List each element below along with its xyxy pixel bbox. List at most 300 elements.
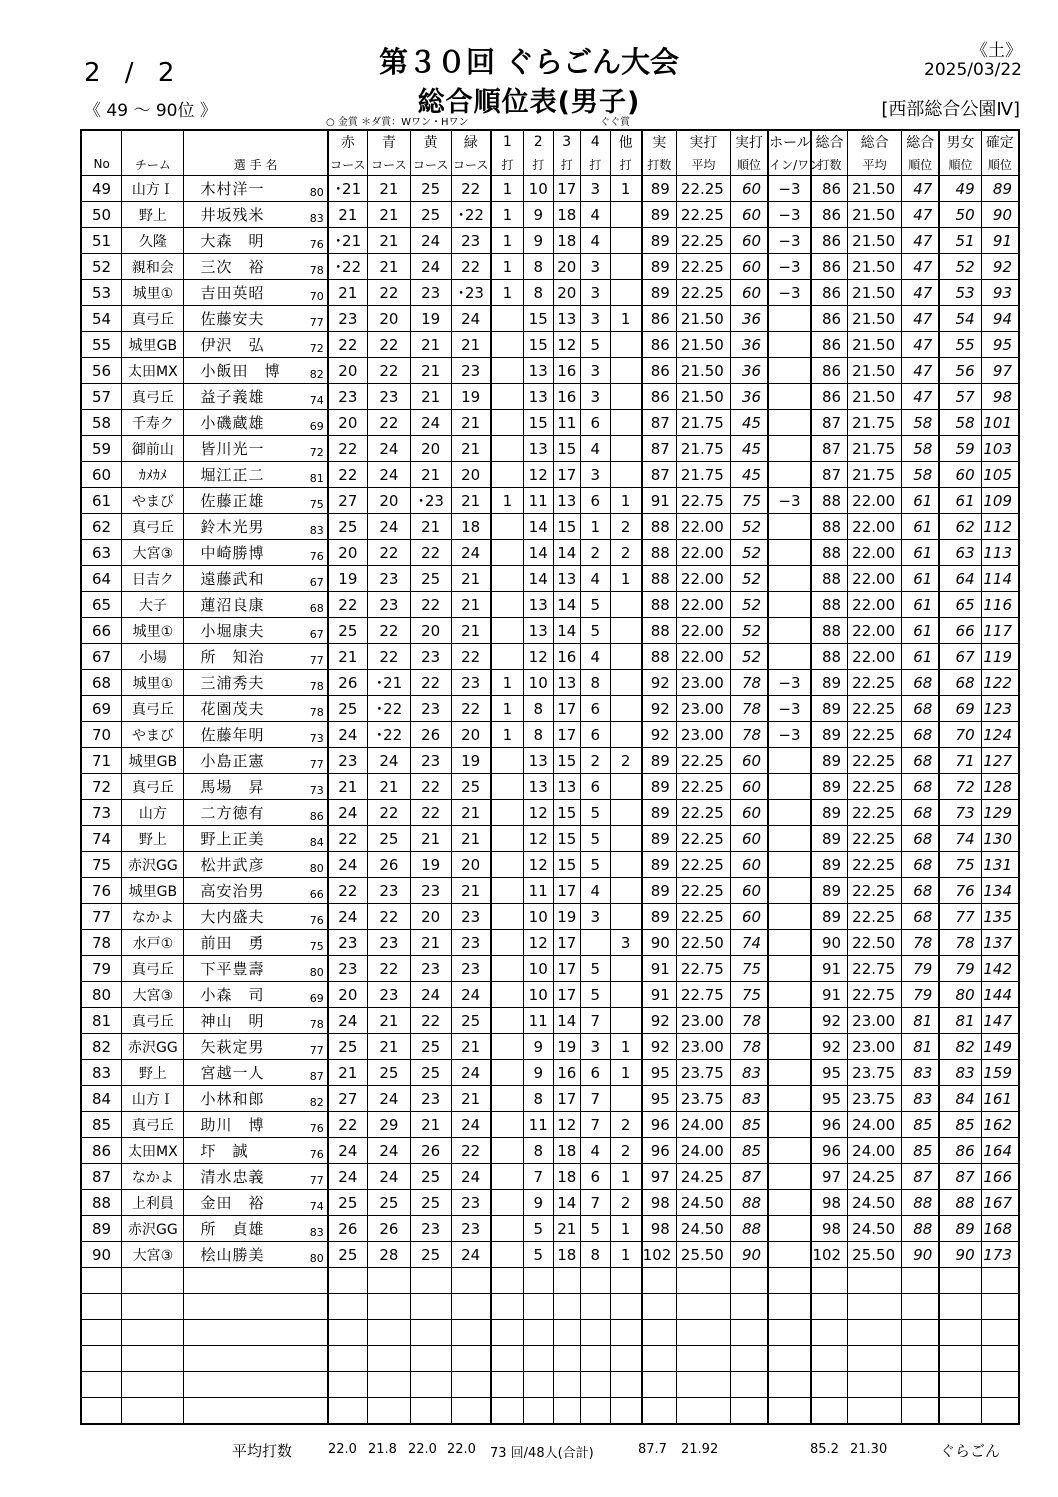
cell-red: 23: [328, 930, 368, 956]
cell-no: 70: [81, 722, 122, 748]
cell-s3: 17: [553, 696, 581, 722]
table-row: [81, 826, 1019, 852]
cell-gender-rank: 84: [939, 1086, 981, 1112]
cell-s4: 6: [581, 774, 611, 800]
cell-trank: 61: [902, 644, 940, 670]
cell-other: 1: [610, 1060, 642, 1086]
col-header-trank-bottom: 順位: [902, 153, 940, 176]
table-row: [81, 1164, 1019, 1190]
cell-green: 24: [451, 1164, 491, 1190]
cell-trank: 47: [902, 358, 940, 384]
empty-cell: [902, 1398, 940, 1425]
cell-final-rank: 90: [981, 202, 1019, 228]
cell-green: 19: [451, 748, 491, 774]
player-age: 74: [309, 394, 324, 407]
empty-cell: [184, 1346, 328, 1372]
cell-no: 76: [81, 878, 122, 904]
col-header-yellow-top: 黄: [410, 130, 451, 153]
cell-team: 真弓丘: [122, 956, 184, 982]
cell-total: 89: [811, 670, 848, 696]
cell-s2: 12: [523, 826, 553, 852]
cell-trank: 47: [902, 254, 940, 280]
empty-cell: [122, 1268, 184, 1294]
cell-final-rank: 147: [981, 1008, 1019, 1034]
cell-no: 56: [81, 358, 122, 384]
empty-row: [81, 1346, 1019, 1372]
header-row-bottom: [81, 153, 1019, 176]
cell-final-rank: 142: [981, 956, 1019, 982]
cell-green: 21: [451, 592, 491, 618]
cell-final-rank: 149: [981, 1034, 1019, 1060]
cell-strokes: 98: [642, 1190, 677, 1216]
player-age: 77: [309, 758, 324, 771]
cell-gender-rank: 90: [939, 1242, 981, 1268]
empty-cell: [610, 1320, 642, 1346]
cell-yellow: 24: [410, 982, 451, 1008]
player-age: 80: [309, 1252, 324, 1265]
cell-s2: 13: [523, 384, 553, 410]
table-row: [81, 384, 1019, 410]
cell-final-rank: 89: [981, 176, 1019, 202]
cell-red: 20: [328, 410, 368, 436]
cell-s4: 4: [581, 644, 611, 670]
table-row: [81, 670, 1019, 696]
cell-no: 68: [81, 670, 122, 696]
cell-tavg: 21.50: [848, 176, 902, 202]
cell-player: [184, 1164, 328, 1190]
cell-gender-rank: 55: [939, 332, 981, 358]
col-header-other-top: 他: [610, 130, 642, 153]
cell-green: 21: [451, 1034, 491, 1060]
empty-cell: [902, 1372, 940, 1398]
cell-team: 大宮③: [122, 982, 184, 1008]
cell-no: 50: [81, 202, 122, 228]
cell-gender-rank: 69: [939, 696, 981, 722]
cell-no: 49: [81, 176, 122, 202]
cell-strokes: 91: [642, 488, 677, 514]
cell-gender-rank: 52: [939, 254, 981, 280]
cell-green: 24: [451, 1060, 491, 1086]
cell-trank: 87: [902, 1164, 940, 1190]
cell-s3: 17: [553, 722, 581, 748]
cell-tavg: 22.25: [848, 904, 902, 930]
cell-player: [184, 800, 328, 826]
cell-gender-rank: 50: [939, 202, 981, 228]
cell-rank: 52: [730, 566, 768, 592]
empty-cell: [451, 1294, 491, 1320]
cell-hio: [768, 306, 811, 332]
cell-gender-rank: 86: [939, 1138, 981, 1164]
player-name: 大森 明: [200, 232, 265, 250]
cell-red: ･21: [328, 176, 368, 202]
cell-total: 91: [811, 982, 848, 1008]
cell-tavg: 22.25: [848, 826, 902, 852]
cell-other: 2: [610, 1190, 642, 1216]
cell-trank: 68: [902, 904, 940, 930]
table-row: [81, 202, 1019, 228]
cell-gender-rank: 67: [939, 644, 981, 670]
col-header-rank-bottom: 順位: [730, 153, 768, 176]
cell-avg: 22.25: [676, 280, 730, 306]
cell-strokes: 87: [642, 436, 677, 462]
cell-s3: 20: [553, 254, 581, 280]
player-age: 78: [309, 706, 324, 719]
table-row: [81, 436, 1019, 462]
cell-s4: 3: [581, 462, 611, 488]
cell-rank: 52: [730, 540, 768, 566]
empty-cell: [581, 1320, 611, 1346]
cell-s4: 3: [581, 176, 611, 202]
cell-no: 82: [81, 1034, 122, 1060]
empty-cell: [939, 1372, 981, 1398]
cell-gender-rank: 81: [939, 1008, 981, 1034]
cell-blue: 22: [367, 800, 410, 826]
empty-cell: [81, 1372, 122, 1398]
empty-cell: [642, 1346, 677, 1372]
empty-cell: [523, 1268, 553, 1294]
cell-total: 88: [811, 488, 848, 514]
cell-red: 24: [328, 722, 368, 748]
cell-s1: [491, 514, 524, 540]
cell-other: 1: [610, 1242, 642, 1268]
cell-blue: 24: [367, 1138, 410, 1164]
cell-hio: −3: [768, 254, 811, 280]
empty-cell: [81, 1268, 122, 1294]
cell-strokes: 88: [642, 618, 677, 644]
cell-other: [610, 1008, 642, 1034]
cell-s3: 15: [553, 852, 581, 878]
cell-player: [184, 228, 328, 254]
cell-blue: 23: [367, 566, 410, 592]
empty-cell: [410, 1346, 451, 1372]
cell-no: 63: [81, 540, 122, 566]
cell-red: 24: [328, 904, 368, 930]
player-age: 83: [309, 1226, 324, 1239]
table-row: [81, 540, 1019, 566]
player-age: 78: [309, 264, 324, 277]
player-age: 72: [309, 446, 324, 459]
cell-s1: [491, 384, 524, 410]
table-row: [81, 1060, 1019, 1086]
cell-other: [610, 280, 642, 306]
cell-team: 親和会: [122, 254, 184, 280]
cell-hio: −3: [768, 722, 811, 748]
cell-s2: 12: [523, 644, 553, 670]
player-age: 83: [309, 524, 324, 537]
cell-trank: 61: [902, 488, 940, 514]
empty-cell: [768, 1398, 811, 1425]
cell-avg: 22.50: [676, 930, 730, 956]
cell-total: 89: [811, 748, 848, 774]
cell-s2: 10: [523, 176, 553, 202]
cell-blue: 22: [367, 410, 410, 436]
footer-label: 平均打数: [232, 1442, 293, 1460]
empty-cell: [676, 1294, 730, 1320]
cell-gender-rank: 85: [939, 1112, 981, 1138]
cell-s3: 15: [553, 748, 581, 774]
cell-final-rank: 164: [981, 1138, 1019, 1164]
cell-green: 22: [451, 696, 491, 722]
empty-cell: [939, 1268, 981, 1294]
player-name: 清水忠義: [200, 1168, 265, 1186]
cell-team: 野上: [122, 826, 184, 852]
col-header-no-bottom: No: [81, 153, 122, 176]
cell-gender-rank: 82: [939, 1034, 981, 1060]
cell-green: 23: [451, 358, 491, 384]
cell-s2: 12: [523, 462, 553, 488]
empty-cell: [902, 1346, 940, 1372]
cell-other: [610, 644, 642, 670]
empty-cell: [553, 1398, 581, 1425]
cell-no: 60: [81, 462, 122, 488]
empty-cell: [848, 1372, 902, 1398]
table-row: [81, 982, 1019, 1008]
cell-gender-rank: 62: [939, 514, 981, 540]
cell-trank: 81: [902, 1008, 940, 1034]
cell-s3: 11: [553, 410, 581, 436]
cell-strokes: 92: [642, 1034, 677, 1060]
cell-avg: 23.00: [676, 696, 730, 722]
cell-s4: 5: [581, 618, 611, 644]
cell-team: 真弓丘: [122, 1008, 184, 1034]
player-name: 佐藤正雄: [200, 492, 265, 510]
cell-trank: 90: [902, 1242, 940, 1268]
cell-s1: 1: [491, 696, 524, 722]
cell-rank: 75: [730, 488, 768, 514]
cell-avg: 24.50: [676, 1216, 730, 1242]
cell-final-rank: 97: [981, 358, 1019, 384]
cell-team: 水戸①: [122, 930, 184, 956]
cell-green: 20: [451, 852, 491, 878]
cell-no: 88: [81, 1190, 122, 1216]
cell-other: 3: [610, 930, 642, 956]
cell-hio: [768, 774, 811, 800]
cell-other: [610, 826, 642, 852]
cell-final-rank: 127: [981, 748, 1019, 774]
cell-s1: 1: [491, 228, 524, 254]
cell-strokes: 102: [642, 1242, 677, 1268]
cell-strokes: 88: [642, 566, 677, 592]
cell-s4: 3: [581, 904, 611, 930]
cell-tavg: 21.75: [848, 436, 902, 462]
cell-s4: 3: [581, 384, 611, 410]
cell-s3: 13: [553, 774, 581, 800]
cell-other: 1: [610, 1164, 642, 1190]
table-row: [81, 488, 1019, 514]
cell-gender-rank: 77: [939, 904, 981, 930]
cell-red: 22: [328, 826, 368, 852]
empty-cell: [642, 1268, 677, 1294]
cell-no: 75: [81, 852, 122, 878]
player-name: 遠藤武和: [200, 570, 265, 588]
cell-trank: 85: [902, 1112, 940, 1138]
empty-cell: [730, 1398, 768, 1425]
cell-s1: [491, 1034, 524, 1060]
table-row: [81, 618, 1019, 644]
cell-blue: 25: [367, 826, 410, 852]
empty-cell: [768, 1320, 811, 1346]
cell-trank: 83: [902, 1060, 940, 1086]
cell-s1: [491, 1138, 524, 1164]
empty-cell: [410, 1398, 451, 1425]
cell-red: 22: [328, 1112, 368, 1138]
cell-player: [184, 1138, 328, 1164]
cell-tavg: 24.00: [848, 1112, 902, 1138]
cell-player: [184, 1216, 328, 1242]
cell-rank: 60: [730, 254, 768, 280]
cell-team: 城里GB: [122, 748, 184, 774]
player-name: 野上正美: [200, 830, 265, 848]
cell-s4: 7: [581, 1112, 611, 1138]
cell-trank: 61: [902, 566, 940, 592]
empty-cell: [491, 1268, 524, 1294]
cell-hio: [768, 410, 811, 436]
cell-trank: 68: [902, 774, 940, 800]
empty-cell: [367, 1294, 410, 1320]
cell-avg: 24.00: [676, 1112, 730, 1138]
footer-avg-strokes: 87.7: [638, 1442, 667, 1457]
cell-yellow: 24: [410, 228, 451, 254]
cell-hio: [768, 1216, 811, 1242]
table-row: [81, 1138, 1019, 1164]
cell-gender-rank: 79: [939, 956, 981, 982]
empty-cell: [676, 1268, 730, 1294]
cell-blue: 24: [367, 1086, 410, 1112]
cell-green: 23: [451, 1190, 491, 1216]
cell-hio: [768, 956, 811, 982]
cell-yellow: 23: [410, 1216, 451, 1242]
cell-s3: 12: [553, 1112, 581, 1138]
cell-blue: 28: [367, 1242, 410, 1268]
cell-strokes: 86: [642, 332, 677, 358]
player-age: 80: [309, 862, 324, 875]
cell-s3: 13: [553, 488, 581, 514]
cell-s3: 17: [553, 176, 581, 202]
cell-yellow: 21: [410, 462, 451, 488]
cell-rank: 78: [730, 1034, 768, 1060]
col-header-red-bottom: コース: [328, 153, 368, 176]
cell-gender-rank: 58: [939, 410, 981, 436]
cell-no: 62: [81, 514, 122, 540]
cell-avg: 22.00: [676, 514, 730, 540]
cell-red: 25: [328, 696, 368, 722]
cell-gender-rank: 61: [939, 488, 981, 514]
cell-s4: 7: [581, 1008, 611, 1034]
cell-player: [184, 1060, 328, 1086]
cell-trank: 68: [902, 722, 940, 748]
cell-yellow: 26: [410, 722, 451, 748]
cell-strokes: 89: [642, 852, 677, 878]
cell-total: 89: [811, 904, 848, 930]
cell-strokes: 86: [642, 358, 677, 384]
cell-team: やまび: [122, 488, 184, 514]
cell-total: 86: [811, 176, 848, 202]
cell-s1: [491, 852, 524, 878]
cell-trank: 47: [902, 202, 940, 228]
col-header-team-bottom: チーム: [122, 153, 184, 176]
cell-rank: 60: [730, 280, 768, 306]
table-row: [81, 410, 1019, 436]
cell-s1: [491, 956, 524, 982]
cell-strokes: 91: [642, 956, 677, 982]
empty-cell: [581, 1294, 611, 1320]
cell-avg: 22.00: [676, 618, 730, 644]
cell-s2: 13: [523, 748, 553, 774]
cell-red: 22: [328, 878, 368, 904]
cell-trank: 61: [902, 618, 940, 644]
cell-green: 22: [451, 176, 491, 202]
cell-total: 91: [811, 956, 848, 982]
cell-s2: 11: [523, 878, 553, 904]
cell-s4: 2: [581, 748, 611, 774]
cell-tavg: 21.50: [848, 228, 902, 254]
cell-total: 88: [811, 540, 848, 566]
cell-s3: 17: [553, 1086, 581, 1112]
player-name: 小島正憲: [200, 752, 265, 770]
cell-red: 22: [328, 332, 368, 358]
cell-s1: [491, 1112, 524, 1138]
cell-yellow: 25: [410, 176, 451, 202]
empty-cell: [523, 1372, 553, 1398]
cell-hio: [768, 800, 811, 826]
cell-s3: 17: [553, 878, 581, 904]
cell-yellow: 20: [410, 904, 451, 930]
cell-player: [184, 202, 328, 228]
cell-red: ･22: [328, 254, 368, 280]
cell-rank: 45: [730, 462, 768, 488]
cell-s3: 14: [553, 592, 581, 618]
cell-s3: 17: [553, 956, 581, 982]
event-date: 2025/03/22: [924, 60, 1022, 80]
cell-yellow: 23: [410, 878, 451, 904]
cell-gender-rank: 75: [939, 852, 981, 878]
cell-strokes: 88: [642, 540, 677, 566]
cell-blue: 24: [367, 514, 410, 540]
empty-cell: [981, 1268, 1019, 1294]
cell-final-rank: 91: [981, 228, 1019, 254]
cell-tavg: 22.00: [848, 592, 902, 618]
cell-total: 92: [811, 1008, 848, 1034]
player-name: 高安治男: [200, 882, 265, 900]
footer-red-avg: 22.0: [328, 1442, 357, 1457]
cell-red: 21: [328, 774, 368, 800]
cell-red: 25: [328, 618, 368, 644]
cell-final-rank: 122: [981, 670, 1019, 696]
cell-tavg: 22.25: [848, 748, 902, 774]
cell-s4: 6: [581, 722, 611, 748]
cell-team: 御前山: [122, 436, 184, 462]
results-body: [81, 176, 1019, 1425]
cell-strokes: 95: [642, 1060, 677, 1086]
cell-blue: ･21: [367, 670, 410, 696]
player-name: 下平豊壽: [200, 960, 265, 978]
cell-strokes: 92: [642, 696, 677, 722]
empty-cell: [451, 1398, 491, 1425]
cell-other: 2: [610, 748, 642, 774]
cell-tavg: 22.25: [848, 852, 902, 878]
cell-green: 22: [451, 1138, 491, 1164]
cell-s1: [491, 566, 524, 592]
empty-cell: [328, 1320, 368, 1346]
cell-s4: 6: [581, 1164, 611, 1190]
cell-final-rank: 134: [981, 878, 1019, 904]
cell-trank: 68: [902, 800, 940, 826]
cell-s1: 1: [491, 488, 524, 514]
cell-final-rank: 144: [981, 982, 1019, 1008]
cell-gender-rank: 68: [939, 670, 981, 696]
cell-player: [184, 566, 328, 592]
cell-tavg: 24.25: [848, 1164, 902, 1190]
